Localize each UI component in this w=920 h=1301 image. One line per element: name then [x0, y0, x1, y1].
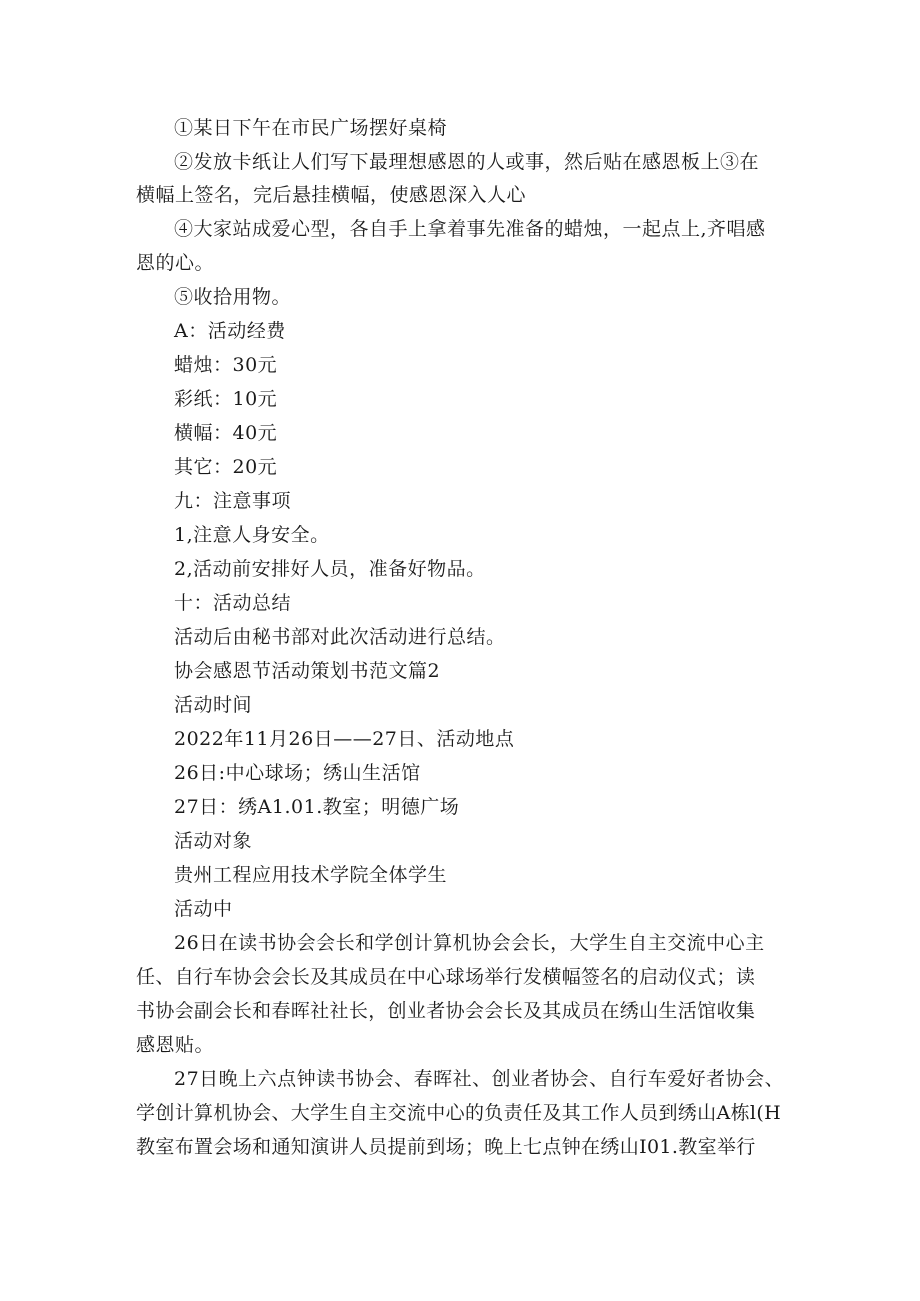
- text-line-22: 活动对象: [174, 830, 253, 852]
- text-line-27: 书协会副会长和春晖社社长，创业者协会会长及其成员在绣山生活馆收集: [136, 1000, 756, 1022]
- text-line-14: 2,活动前安排好人员，准备好物品。: [174, 558, 486, 580]
- text-line-12: 九：注意事项: [174, 490, 292, 512]
- text-line-30: 学创计算机协会、大学生自主交流中心的负责任及其工作人员到绣山A栋l(H: [136, 1102, 782, 1124]
- text-line-9: 彩纸：10元: [174, 388, 278, 410]
- text-line-21: 27日：绣A1.01.教室；明德广场: [174, 796, 460, 818]
- text-line-25: 26日在读书协会会长和学创计算机协会会长，大学生自主交流中心主: [174, 932, 765, 954]
- text-line-10: 横幅：40元: [174, 422, 278, 444]
- text-line-29: 27日晚上六点钟读书协会、春晖社、创业者协会、自行车爱好者协会、: [174, 1068, 785, 1090]
- text-line-16: 活动后由秘书部对此次活动进行总结。: [174, 626, 506, 648]
- text-line-19: 2022年11月26日——27日、活动地点: [174, 728, 515, 750]
- text-line-5: 恩的心。: [136, 252, 215, 274]
- text-line-1: ①某日下午在市民广场摆好桌椅: [174, 117, 448, 139]
- text-line-20: 26日:中心球场；绣山生活馆: [174, 762, 421, 784]
- text-line-7: A：活动经费: [174, 320, 286, 342]
- text-line-3: 横幅上签名，完后悬挂横幅，使感恩深入人心: [136, 184, 527, 206]
- text-line-18: 活动时间: [174, 694, 253, 716]
- text-line-11: 其它：20元: [174, 456, 278, 478]
- text-line-23: 贵州工程应用技术学院全体学生: [174, 864, 448, 886]
- text-line-4: ④大家站成爱心型，各自手上拿着事先准备的蜡烛，一起点上,齐唱感: [174, 218, 766, 240]
- text-line-17: 协会感恩节活动策划书范文篇2: [174, 660, 441, 682]
- text-line-6: ⑤收拾用物。: [174, 286, 292, 308]
- text-line-2: ②发放卡纸让人们写下最理想感恩的人或事，然后贴在感恩板上③在: [174, 151, 760, 173]
- text-line-15: 十：活动总结: [174, 592, 292, 614]
- text-line-26: 任、自行车协会会长及其成员在中心球场举行发横幅签名的启动仪式；读: [136, 966, 756, 988]
- text-line-31: 教室布置会场和通知演讲人员提前到场；晚上七点钟在绣山I01.教室举行: [136, 1136, 756, 1158]
- text-line-28: 感恩贴。: [136, 1034, 215, 1056]
- text-line-8: 蜡烛：30元: [174, 354, 278, 376]
- text-line-13: 1,注意人身安全。: [174, 524, 330, 546]
- text-line-24: 活动中: [174, 898, 233, 920]
